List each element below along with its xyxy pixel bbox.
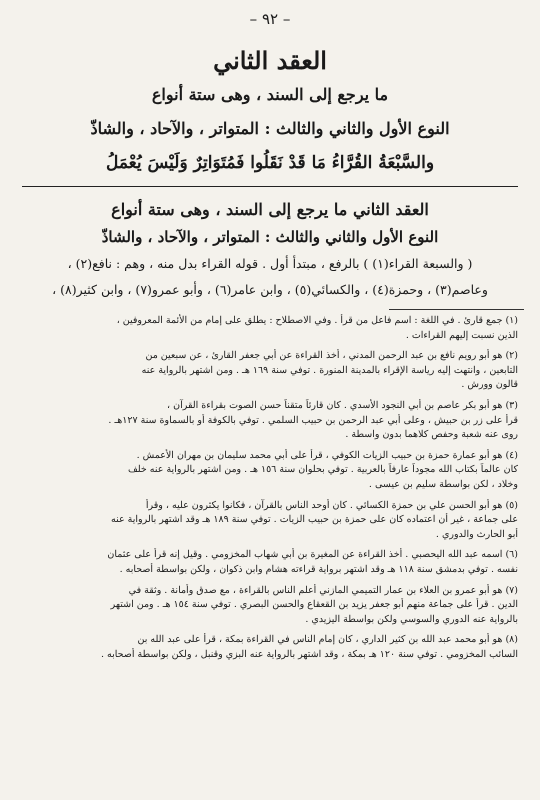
footnote-line: (٦) اسمه عبد الله اليحصبي . أخذ القراءة عن المغيرة بن أبي شهاب المخزومي . وقيل إنه قرأ على عثمان [107,549,518,561]
footnote [22,548,518,577]
footnote [22,584,518,628]
footnote-line: وخلاد ، لكن بواسطة سليم بن عيسى . [368,478,518,490]
verse-line-3: والسَّبْعَةُ القُرَّاءُ مَا قَدْ نَقَلُوا فَمُتَوَاتِرٌ وَلَيْسَ يُعْمَلُ [105,153,435,173]
footnote-rule [389,309,524,310]
commentary-line: وعاصم(٣) ، وحمزة(٤) ، والكسائي(٥) ، وابن عامر(٦) ، وأبو عمرو(٧) ، وابن كثير(٨) ، [52,282,488,297]
page-title: العقد الثاني [213,46,327,75]
footnote-line: (٧) هو أبو عمرو بن العلاء بن عمار التميمي المازني أعلم الناس بالقراءة ، مع صدق وأمانة . وثقة في [128,584,518,596]
footnote [22,449,518,493]
footnote [22,314,518,343]
verse-line-2: النوع الأول والثاني والثالث : المتواتر ، والآحاد ، والشاذّ [90,119,450,138]
footnote-line: (٤) هو أبو عمارة حمزة بن حبيب الزيات الكوفي ، قرأ على أبي محمد سليمان بن مهران الأعمش . [136,449,518,461]
verse-line-1: ما يرجع إلى السند ، وهى ستة أنواع [151,85,389,104]
footnote-line: السائب المخزومي . توفي سنة ١٢٠ هـ بمكة ، وقد اشتهر بالرواية عنه البزي وقنبل ، ولكن بواسطة أصحابه . [100,648,518,660]
footnotes [16,314,524,662]
footnote-line: على جماعة ، غير أن اعتماده كان على حمزة بن حبيب الزيات . توفي سنة ١٨٩ هـ وقد اشتهر بالرواية عنه [111,514,518,526]
footnote-line: بالرواية عنه الدوري والسوسي ولكن بواسطة اليزيدي . [305,613,518,625]
footnote [22,399,518,443]
footnote-line: قرأ على زر بن حبيش ، وعلى أبي عبد الرحمن بن حبيب السلمي . توفي بالكوفة أو بالسماوة سنة ١٢٧هـ . [108,414,518,426]
footnote-line: قالون وورش . [461,379,518,391]
footnote-line: أبو الحارث والدوري . [435,528,518,540]
commentary [16,251,524,303]
footnote-line: (٣) هو أبو بكر عاصم بن أبي النجود الأسدي . كان قارئاً متقناً حسن الصوت بقراءة القرآن ، [167,399,518,411]
footnote-line: الذين نسبت إليهم القراءات . [405,329,518,341]
section-heading: العقد الثاني ما يرجع إلى السند ، وهى ستة أنواع [111,200,429,219]
footnote-line: نفسه . توفي بدمشق سنة ١١٨ هـ وقد اشتهر برواية قراءته هشام وابن ذكوان ، ولكن بواسطة أصحابه . [119,563,518,575]
footnote-line: (٥) هو أبو الحسن علي بن حمزة الكسائي . كان أوحد الناس بالقرآن ، فكانوا يكثرون عليه ، وقرأ [145,499,518,511]
section-subheading: النوع الأول والثاني والثالث : المتواتر ، والآحاد ، والشاذّ [101,228,439,246]
footnote-line: روى عنه شعبة وحفص كلاهما بدون واسطة . [345,429,518,441]
separator-rule [22,186,518,187]
footnote [22,633,518,662]
footnote-line: كان عالماً بكتاب الله مجوداً عارفاً بالعربية . توفي بحلوان سنة ١٥٦ هـ . ومن اشتهر بالرواية عنه خلف [127,464,518,476]
footnote-line: الدين . قرأ على جماعة منهم أبو جعفر يزيد بن القعقاع والحسن البصري . توفي سنة ١٥٤ هـ . ومن اشتهر [110,599,518,611]
footnote-line: (٢) هو أبو رويم نافع بن عبد الرحمن المدني ، أخذ القراءة عن أبي جعفر القارئ ، عن سبعين من [145,350,518,362]
footnote-line: التابعين ، وانتهت إليه رياسة الإقراء بالمدينة المنورة . توفي سنة ١٦٩ هـ . ومن اشتهر بالرواية عنه [141,364,518,376]
footnote-line: (٨) هو أبو محمد عبد الله بن كثير الداري ، كان إمام الناس في القراءة بمكة ، قرأ على عبد الله بن [137,634,518,646]
commentary-line: ( والسبعة القراء(١) ) بالرفع ، مبتدأ أول . قوله القراء بدل منه ، وهم : نافع(٢) ، [67,256,473,271]
footnote [22,349,518,393]
footnote [22,499,518,543]
page-number: – ٩٢ – [249,10,291,28]
footnote-line: (١) جمع قارئ . في اللغة : اسم فاعل من قرأ . وفي الاصطلاح : يطلق على إمام من الأئمة المعروفين ، [116,315,518,326]
